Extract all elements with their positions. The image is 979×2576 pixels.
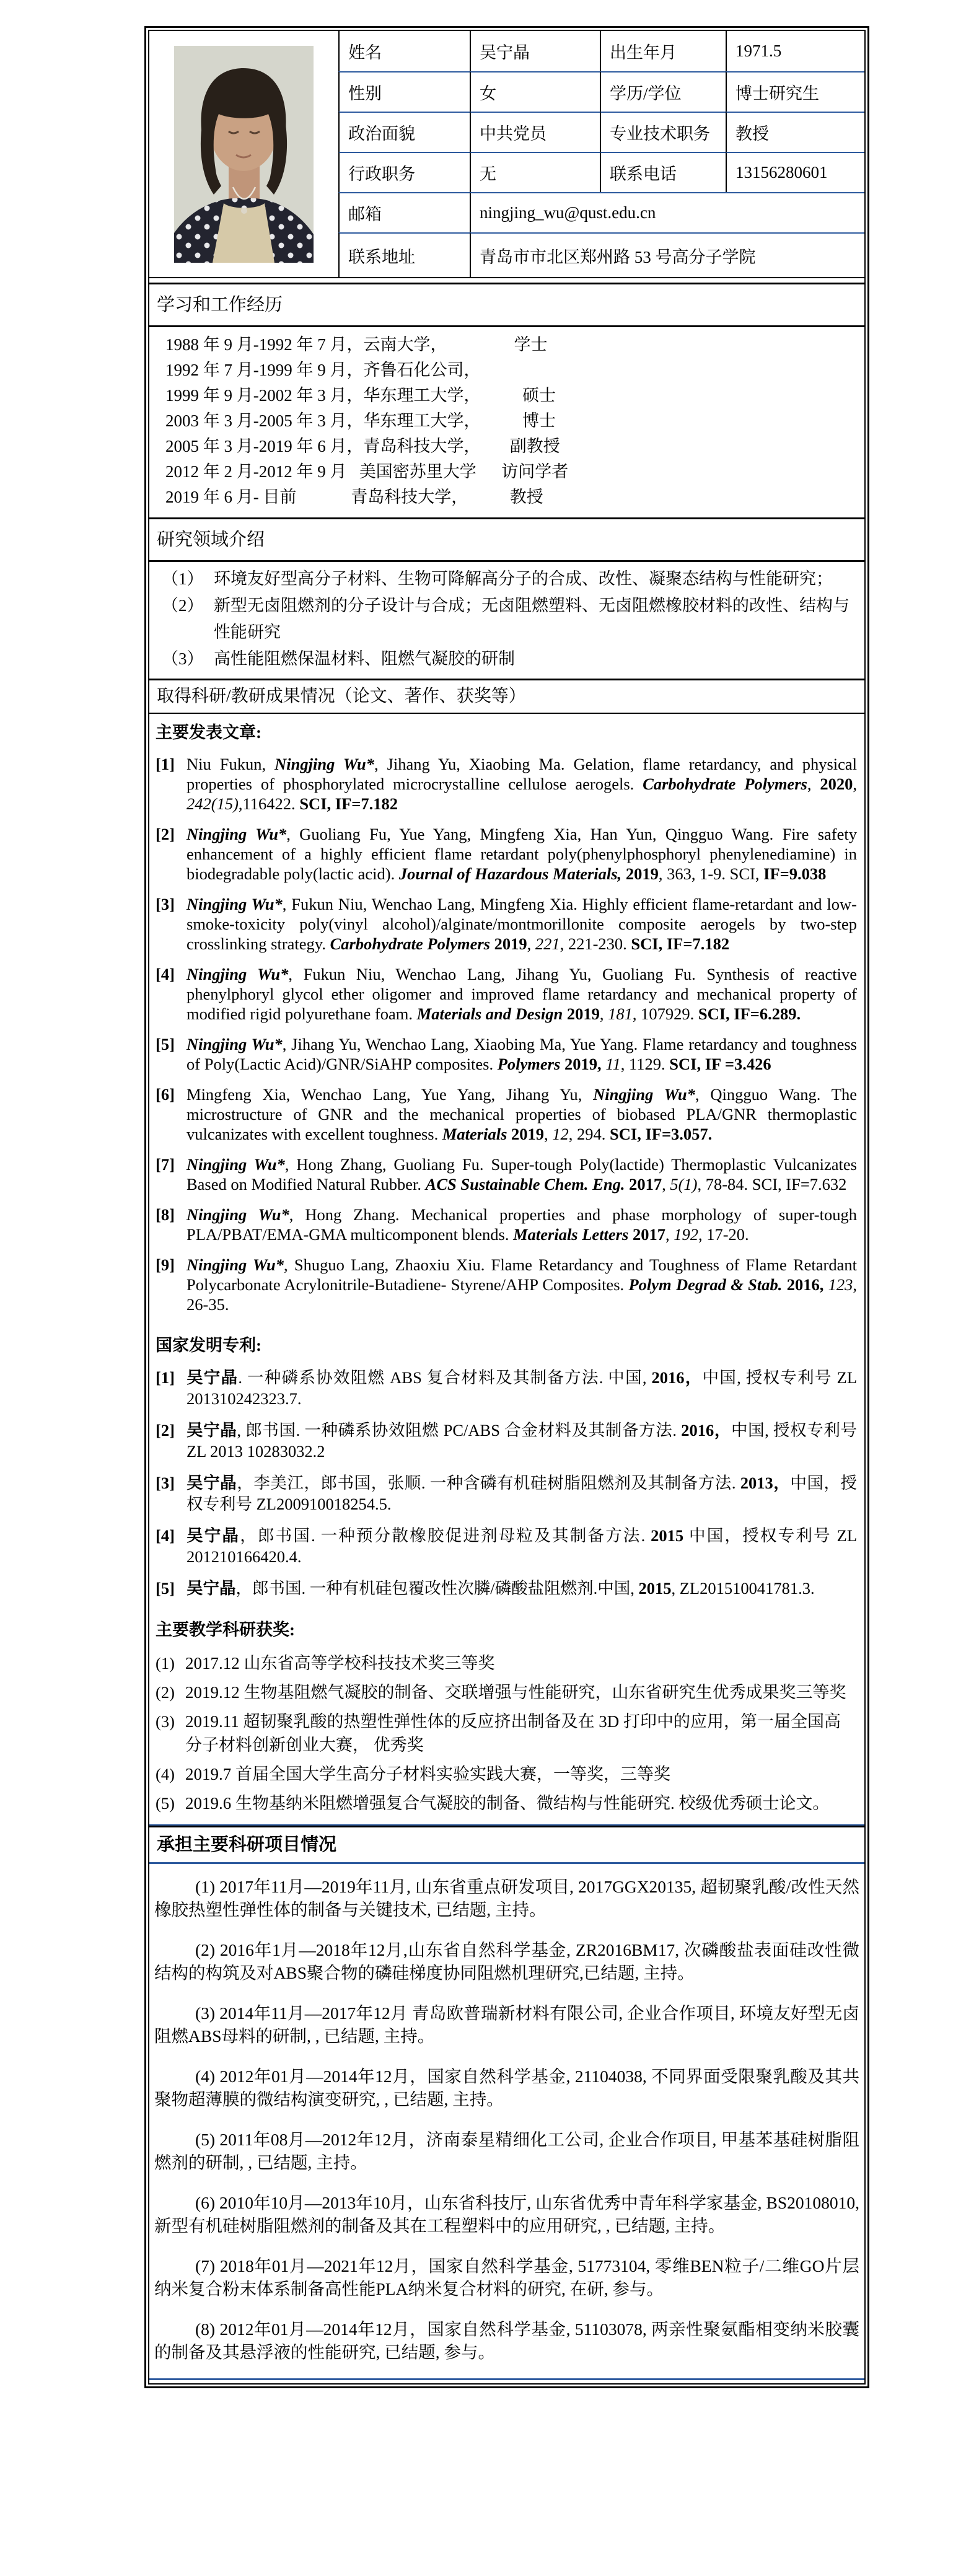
patent-item [156, 1472, 857, 1514]
award-number: (5) [156, 1794, 175, 1813]
patent-number: [3] [156, 1474, 175, 1492]
patent-number: [4] [156, 1526, 175, 1545]
award-text: 2019.11 超韧聚乳酸的热塑性弹性体的反应挤出制备及在 3D 打印中的应用，第一届全国高分子材料创新创业大赛， 优秀奖 [185, 1712, 841, 1754]
personal-info-table [149, 31, 864, 278]
publication-text: Ningjing Wu*, Jihang Yu, Wenchao Lang, Xiaobing Ma, Yue Yang. Flame retardancy and toughness of Poly(Lactic Acid)/GNR/SiAHP composites. Polymers 2019, 11, 1129. SCI, IF =3.426 [187, 1035, 857, 1073]
info-label-phone: 联系电话 [600, 152, 726, 192]
info-label-political: 政治面貌 [338, 112, 470, 152]
award-item [156, 1651, 857, 1675]
info-label-name: 姓名 [338, 31, 470, 71]
info-value-admin: 无 [470, 152, 600, 192]
publication-text: Ningjing Wu*, Fukun Niu, Wenchao Lang, Mingfeng Xia. Highly efficient flame-retardant and low-smoke-toxicity poly(vinyl alcohol)/alginate/montmorillonite composite aerogels by two-step crosslinking strategy. Carbohydrate Polymers 2019, 221, 221-230. SCI, IF=7.182 [187, 895, 857, 953]
publication-number: [8] [156, 1205, 175, 1224]
patent-item [156, 1367, 857, 1409]
experience-line: 2003 年 3 月-2005 年 3 月，华东理工大学， 博士 [165, 411, 556, 430]
info-label-birth: 出生年月 [600, 31, 726, 71]
research-area-item [162, 646, 856, 672]
patent-number: [2] [156, 1421, 175, 1440]
cv-document [144, 26, 869, 2388]
patent-text: 吴宁晶, 郎书国. 一种磷系协效阻燃 PC/ABS 合金材料及其制备方法. 2016，中国, 授权专利号 ZL 2013 10283032.2 [187, 1421, 858, 1461]
section-title-achievements: 取得科研/教研成果情况（论文、著作、获奖等） [149, 679, 864, 714]
project-item: (4) 2012年01月—2014年12月，国家自然科学基金, 21104038, 不同界面受限聚乳酸及其共聚物超薄膜的微结构演变研究, , 已结题, 主持。 [154, 2067, 859, 2109]
award-item [156, 1791, 857, 1815]
publication-number: [9] [156, 1255, 175, 1274]
info-value-phone: 13156280601 [726, 152, 864, 192]
patent-text: 吴宁晶. 一种磷系协效阻燃 ABS 复合材料及其制备方法. 中国, 2016，中国, 授权专利号 ZL 201310242323.7. [187, 1368, 858, 1408]
award-number: (1) [156, 1654, 175, 1673]
info-label-email: 邮箱 [338, 192, 470, 232]
project-item: (3) 2014年11月—2017年12月 青岛欧普瑞新材料有限公司, 企业合作项目, 环境友好型无卤阻燃ABS母料的研制, , 已结题, 主持。 [154, 2003, 859, 2046]
publication-item [156, 824, 857, 884]
info-label-gender: 性别 [338, 71, 470, 112]
publication-number: [3] [156, 895, 175, 913]
research-area-item [162, 566, 856, 592]
research-area-item [162, 592, 856, 646]
publication-text: Ningjing Wu*, Shuguo Lang, Zhaoxiu Xiu. Flame Retardancy and Toughness of Flame Retardant Polycarbonate Acrylonitrile-Butadiene- Styrene/AHP Composites. Polym Degrad & Stab. 2016, 123, 26-35. [187, 1255, 857, 1314]
patent-item [156, 1525, 857, 1567]
info-value-degree: 博士研究生 [726, 71, 864, 112]
research-areas-body [149, 562, 864, 679]
info-label-address: 联系地址 [338, 232, 470, 277]
publication-text: Ningjing Wu*, Hong Zhang. Mechanical properties and phase morphology of super-tough PLA/PBAT/EMA-GMA multicomponent blends. Materials Letters 2017, 192, 17-20. [187, 1205, 857, 1244]
award-text: 2019.6 生物基纳米阻燃增强复合气凝胶的制备、微结构与性能研究. 校级优秀硕士论文。 [185, 1794, 830, 1813]
publication-item [156, 1255, 857, 1314]
award-text: 2019.7 首届全国大学生高分子材料实验实践大赛，一等奖，三等奖 [185, 1765, 670, 1783]
project-item: (8) 2012年01月—2014年12月，国家自然科学基金, 51103078, 两亲性聚氨酯相变纳米胶囊的制备及其悬浮液的性能研究, 已结题, 参与。 [154, 2319, 859, 2362]
section-title-projects: 承担主要科研项目情况 [149, 1826, 864, 1864]
info-value-name: 吴宁晶 [470, 31, 600, 71]
experience-line: 1999 年 9 月-2002 年 3 月，华东理工大学， 硕士 [165, 386, 556, 405]
experience-line: 1992 年 7 月-1999 年 9 月，齐鲁石化公司， [165, 361, 481, 379]
project-item: (5) 2011年08月—2012年12月，济南泰星精细化工公司, 企业合作项目, 甲基苯基硅树脂阻燃剂的研制, , 已结题, 主持。 [154, 2130, 859, 2172]
info-value-email: ningjing_wu@qust.edu.cn [470, 192, 864, 232]
publication-item [156, 1205, 857, 1244]
publication-item [156, 1034, 857, 1074]
publication-item [156, 894, 857, 954]
patent-text: 吴宁晶，郎书国. 一种预分散橡胶促进剂母粒及其制备方法. 2015 中国，授权专利号 ZL 201210166420.4. [187, 1526, 858, 1566]
patent-item [156, 1578, 857, 1599]
experience-line: 2005 年 3 月-2019 年 6 月，青岛科技大学， 副教授 [165, 437, 560, 455]
cv-document-inner [148, 30, 866, 2385]
publication-text: Ningjing Wu*, Guoliang Fu, Yue Yang, Mingfeng Xia, Han Yun, Qingguo Wang. Fire safety enhancement of a highly efficient flame retardant poly(phenylphosphoryl phenylenediamine) in biodegradable poly(lactic acid). Journal of Hazardous Materials, 2019, 363, 1-9. SCI, IF=9.038 [187, 825, 857, 883]
publication-item [156, 754, 857, 814]
section-title-research-areas: 研究领域介绍 [149, 517, 864, 562]
info-value-birth: 1971.5 [726, 31, 864, 71]
publication-text: Ningjing Wu*, Fukun Niu, Wenchao Lang, Jihang Yu, Guoliang Fu. Synthesis of reactive phenylphoryl glycol ether oligomer and improved flame retardancy and mechanical property of modified rigid polyurethane foam. Materials and Design 2019, 181, 107929. SCI, IF=6.289. [187, 965, 857, 1023]
section-research-areas [149, 517, 864, 679]
publication-text: Mingfeng Xia, Wenchao Lang, Yue Yang, Jihang Yu, Ningjing Wu*, Qingguo Wang. The microstructure of GNR and the mechanical properties of biobased PLA/GNR thermoplastic vulcanizates with excellent toughness. Materials 2019, 12, 294. SCI, IF=3.057. [187, 1085, 857, 1143]
award-item [156, 1762, 857, 1786]
photo-cell [149, 31, 338, 277]
award-number: (3) [156, 1712, 175, 1731]
award-number: (2) [156, 1683, 175, 1702]
award-item [156, 1681, 857, 1704]
patent-text: 吴宁晶，李美江，郎书国，张顺. 一种含磷有机硅树脂阻燃剂及其制备方法. 2013，中国，授权专利号 ZL200910018254.5. [187, 1474, 858, 1513]
patents-heading: 国家发明专利: [156, 1336, 261, 1355]
experience-line: 2019 年 6 月- 目前 青岛科技大学， 教授 [165, 488, 543, 506]
patent-number: [5] [156, 1579, 175, 1598]
publication-number: [6] [156, 1085, 175, 1104]
info-label-admin: 行政职务 [338, 152, 470, 192]
info-value-address: 青岛市市北区郑州路 53 号高分子学院 [470, 232, 864, 277]
research-area-number: （3） [162, 649, 204, 668]
info-value-gender: 女 [470, 71, 600, 112]
project-item: (7) 2018年01月—2021年12月，国家自然科学基金, 51773104, 零维BEN粒子/二维GO片层纳米复合粉末体系制备高性能PLA纳米复合材料的研究, 在研, 参与。 [154, 2256, 859, 2298]
patent-text: 吴宁晶，郎书国. 一种有机硅包覆改性次膦/磷酸盐阻燃剂.中国, 2015, ZL201510041781.3. [187, 1579, 815, 1598]
award-text: 2019.12 生物基阻燃气凝胶的制备、交联增强与性能研究，山东省研究生优秀成果奖三等奖 [185, 1683, 846, 1702]
award-number: (4) [156, 1765, 175, 1783]
publication-number: [5] [156, 1035, 175, 1053]
award-item [156, 1710, 857, 1757]
project-item: (6) 2010年10月—2013年10月，山东省科技厅, 山东省优秀中青年科学家基金, BS20108010, 新型有机硅树脂阻燃剂的制备及其在工程塑料中的应用研究, , 已结题, 主持。 [154, 2193, 859, 2235]
research-area-number: （2） [162, 596, 204, 615]
section-achievements [149, 679, 864, 1824]
achievements-body [149, 714, 864, 1824]
awards-heading: 主要教学科研获奖: [156, 1620, 295, 1639]
research-area-text: 环境友好型高分子材料、生物可降解高分子的合成、改性、凝聚态结构与性能研究； [214, 569, 833, 588]
publication-text: Ningjing Wu*, Hong Zhang, Guoliang Fu. Super-tough Poly(lactide) Thermoplastic Vulcanizates Based on Modified Natural Rubber. ACS Sustainable Chem. Eng. 2017, 5(1), 78-84. SCI, IF=7.632 [187, 1155, 857, 1193]
publication-number: [2] [156, 825, 175, 843]
research-area-text: 高性能阻燃保温材料、阻燃气凝胶的研制 [214, 649, 515, 668]
publication-text: Niu Fukun, Ningjing Wu*, Jihang Yu, Xiaobing Ma. Gelation, flame retardancy, and physical properties of phosphorylated microcrystalline cellulose aerogels. Carbohydrate Polymers, 2020, 242(15),116422. SCI, IF=7.182 [187, 755, 858, 813]
section-experience [149, 283, 864, 517]
experience-line: 2012 年 2 月-2012 年 9 月 美国密苏里大学 访问学者 [165, 462, 569, 481]
publication-item [156, 964, 857, 1024]
patent-item [156, 1420, 857, 1462]
info-value-title: 教授 [726, 112, 864, 152]
project-item: (2) 2016年1月—2018年12月,山东省自然科学基金, ZR2016BM17, 次磷酸盐表面硅改性微结构的构筑及对ABS聚合物的磷硅梯度协同阻燃机理研究,已结题, 主持。 [154, 1940, 859, 1982]
research-area-number: （1） [162, 569, 204, 588]
portrait-photo [174, 46, 314, 263]
papers-heading: 主要发表文章: [156, 723, 261, 742]
project-item: (1) 2017年11月—2019年11月, 山东省重点研发项目, 2017GGX20135, 超韧聚乳酸/改性天然橡胶热塑性弹性体的制备与关键技术, 已结题, 主持。 [154, 1877, 859, 1919]
publication-item [156, 1154, 857, 1194]
section-projects [149, 1824, 864, 2380]
section-title-experience: 学习和工作经历 [149, 283, 864, 327]
research-area-text: 新型无卤阻燃剂的分子设计与合成；无卤阻燃塑料、无卤阻燃橡胶材料的改性、结构与性能研究 [214, 596, 849, 641]
info-label-degree: 学历/学位 [600, 71, 726, 112]
award-text: 2017.12 山东省高等学校科技技术奖三等奖 [185, 1654, 495, 1673]
experience-body [149, 327, 864, 517]
patent-number: [1] [156, 1368, 175, 1387]
info-label-title: 专业技术职务 [600, 112, 726, 152]
publication-number: [1] [156, 755, 175, 773]
publication-item [156, 1084, 857, 1144]
publication-number: [4] [156, 965, 175, 983]
experience-line: 1988 年 9 月-1992 年 7 月，云南大学， 学士 [165, 335, 548, 354]
projects-body [149, 1864, 864, 2380]
publication-number: [7] [156, 1155, 175, 1174]
info-value-political: 中共党员 [470, 112, 600, 152]
